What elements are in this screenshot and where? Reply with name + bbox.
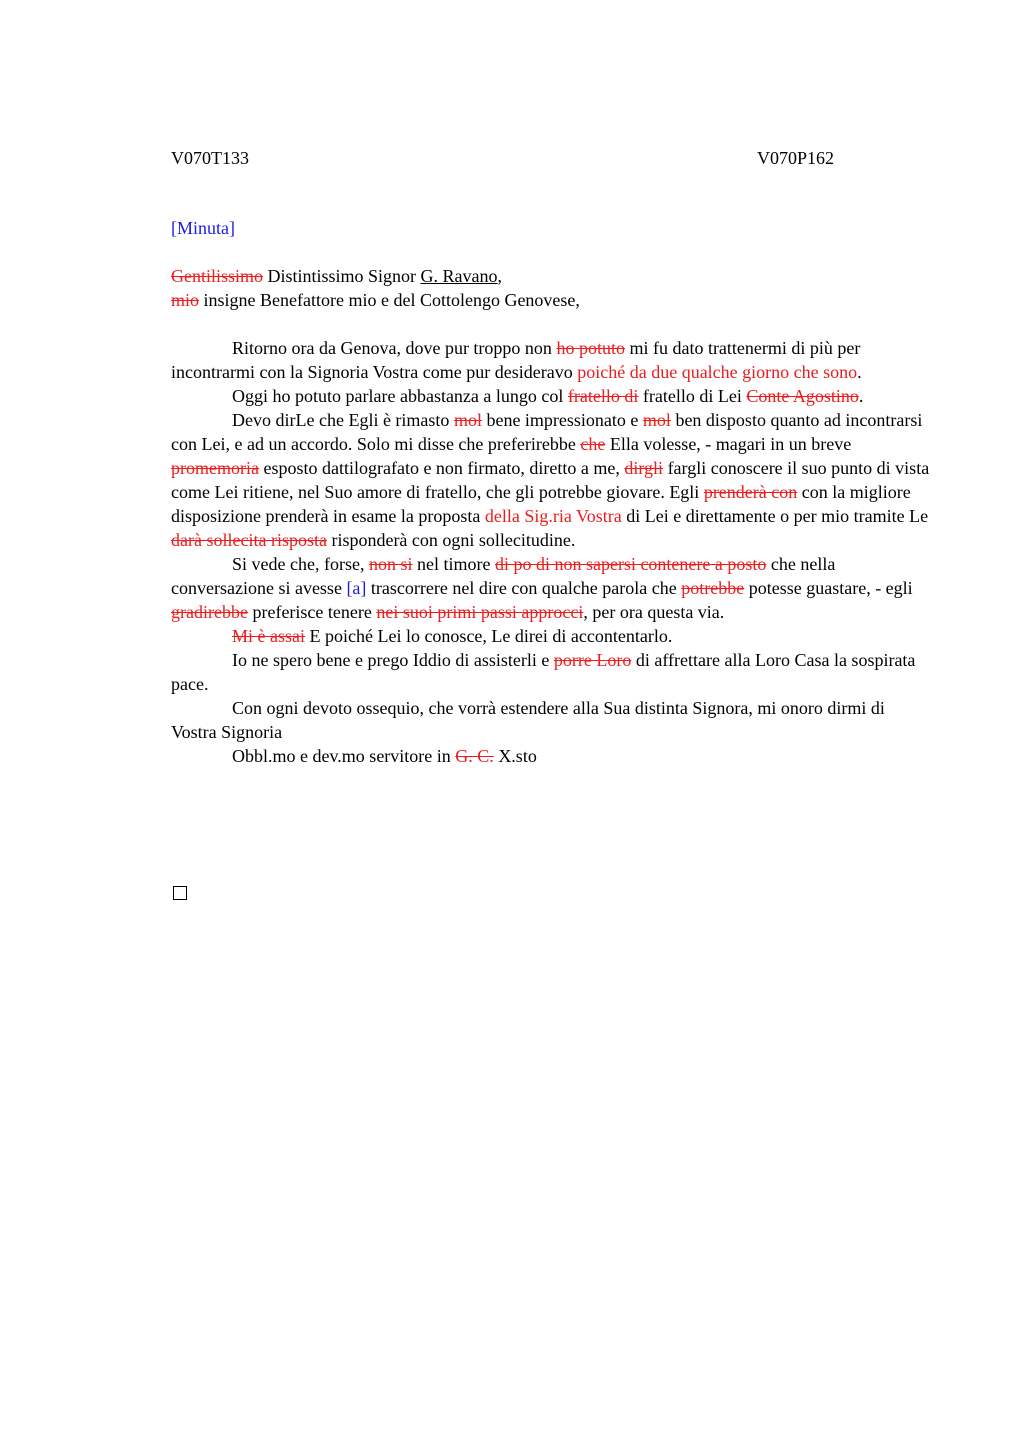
- minuta-note: [Minuta]: [171, 218, 235, 238]
- deleted-text: Gentilissimo: [171, 266, 264, 286]
- text-run: Obbl.mo e dev.mo servitore in: [232, 746, 456, 766]
- text-run: potesse guastare, - egli: [744, 578, 913, 598]
- letter-body: [171, 216, 931, 768]
- inserted-text: poiché da due qualche giorno che sono: [577, 362, 858, 382]
- text-run: ben disposto quanto ad incontrarsi con Lei, e ad un accordo. Solo mi disse che preferirebbe: [171, 410, 923, 454]
- deleted-text: potrebbe: [681, 578, 745, 598]
- paragraph-2: [171, 384, 931, 408]
- text-run: .: [857, 362, 862, 382]
- deleted-text: promemoria: [171, 458, 259, 478]
- salutation-line-2: [171, 288, 931, 312]
- text-run: Si vede che, forse,: [232, 554, 369, 574]
- text-run: E poiché Lei lo conosce, Le direi di accontentarlo.: [304, 626, 673, 646]
- text-run: Oggi ho potuto parlare abbastanza a lungo col: [232, 386, 568, 406]
- salutation-line-1: [171, 264, 931, 288]
- text-run: insigne Benefattore mio e del Cottolengo Genovese,: [199, 290, 580, 310]
- deleted-text: dirgli: [624, 458, 664, 478]
- closing-signature: [171, 744, 931, 768]
- text-run: di affrettare alla Loro Casa la sospirata pace.: [171, 650, 916, 694]
- empty-square-icon: [173, 886, 187, 900]
- text-run: nel timore: [412, 554, 495, 574]
- paragraph-3: [171, 408, 931, 552]
- text-run: risponderà con ogni sollecitudine.: [326, 530, 576, 550]
- text-run: che nella conversazione si avesse: [171, 554, 836, 598]
- deleted-text: che: [580, 434, 606, 454]
- text-run: X.sto: [493, 746, 537, 766]
- text-run: ,: [497, 266, 503, 286]
- text-run: preferisce tenere: [247, 602, 377, 622]
- paragraph-6: [171, 648, 931, 696]
- inserted-text: della Sig.ria Vostra: [484, 506, 622, 526]
- deleted-text: mol: [642, 410, 671, 430]
- paragraph-7: [171, 696, 931, 744]
- deleted-text: mol: [453, 410, 482, 430]
- document-code-left: V070T133: [171, 148, 249, 168]
- deleted-text: Conte Agostino: [746, 386, 859, 406]
- deleted-text: Mi è assai: [232, 626, 305, 646]
- paragraph-5: [171, 624, 931, 648]
- text-run: esposto dattilografato e non firmato, diretto a me,: [258, 458, 625, 478]
- text-run: di Lei e direttamente o per mio tramite Le: [621, 506, 929, 526]
- text-run: con la migliore disposizione prenderà in esame la proposta: [171, 482, 911, 526]
- text-run: mi fu dato trattenermi di più per incontrarmi con la Signoria Vostra come pur desideravo: [171, 338, 861, 382]
- paragraph-1: [171, 336, 931, 384]
- text-run: bene impressionato e: [481, 410, 643, 430]
- deleted-text: non si: [368, 554, 413, 574]
- underlined-name: G. Ravano: [420, 266, 498, 286]
- text-run: Devo dirLe che Egli è rimasto: [232, 410, 454, 430]
- text-run: fratello di Lei: [638, 386, 747, 406]
- deleted-text: fratello di: [567, 386, 639, 406]
- deleted-text: darà sollecita risposta: [171, 530, 327, 550]
- text-run: Io ne spero bene e prego Iddio di assisterli e: [232, 650, 554, 670]
- deleted-text: porre Loro: [553, 650, 632, 670]
- text-run: .: [858, 386, 864, 406]
- deleted-text: nei suoi primi passi approcci: [376, 602, 584, 622]
- deleted-text: ho potuto: [556, 338, 625, 358]
- text-run: , per ora questa via.: [583, 602, 725, 622]
- editorial-note: [a]: [346, 578, 367, 598]
- deleted-text: G. C.: [455, 746, 494, 766]
- text-run: Ritorno ora da Genova, dove pur troppo non: [232, 338, 557, 358]
- deleted-text: di po di non sapersi contenere a posto: [494, 554, 767, 574]
- text-run: Ella volesse, - magari in un breve: [605, 434, 852, 454]
- deleted-text: mio: [171, 290, 200, 310]
- document-code-right: V070P162: [757, 148, 835, 168]
- deleted-text: prenderà con: [703, 482, 798, 502]
- paragraph-4: [171, 552, 931, 624]
- text-run: trascorrere nel dire con qualche parola che: [366, 578, 682, 598]
- text-run: Distintissimo Signor: [263, 266, 421, 286]
- text-run: fargli conoscere il suo punto di vista come Lei ritiene, nel Suo amore di fratello, che gli potrebbe giovare. Egli: [171, 458, 930, 502]
- deleted-text: gradirebbe: [171, 602, 248, 622]
- text-run: Con ogni devoto ossequio, che vorrà estendere alla Sua distinta Signora, mi onoro dirmi di Vostra Signoria: [171, 698, 885, 742]
